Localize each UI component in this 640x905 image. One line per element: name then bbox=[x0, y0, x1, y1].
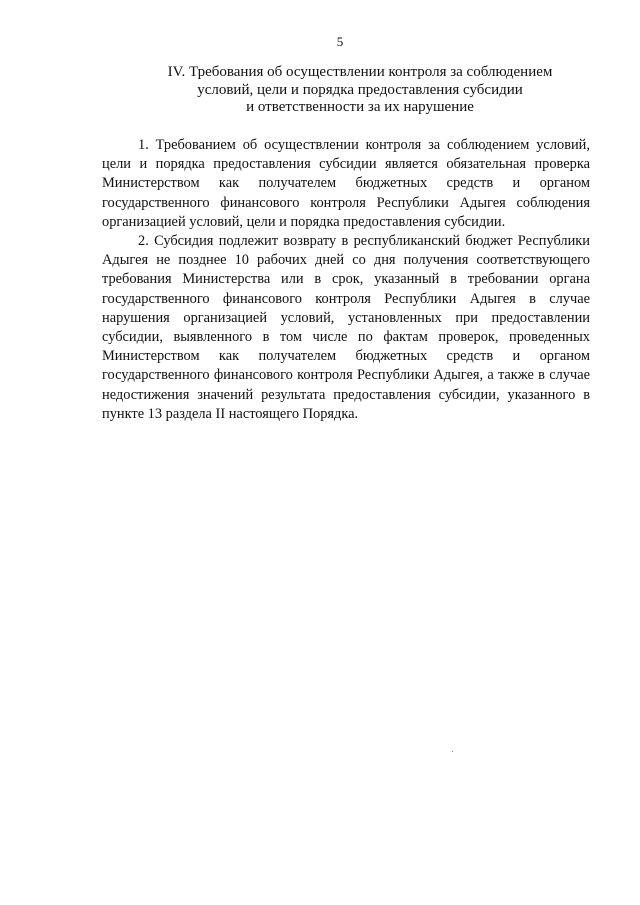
section-title-line-2: условий, цели и порядка предоставления субсидии bbox=[197, 81, 523, 98]
section-title bbox=[100, 64, 620, 117]
section-title-line-3: и ответственности за их нарушение bbox=[246, 99, 474, 115]
page-number: 5 bbox=[336, 34, 344, 49]
document-body bbox=[102, 136, 590, 424]
paragraph-1: 1. Требованием об осуществлении контроля за соблюдением условий, цели и порядка предоставления субсидии является обязательная проверка Министерством как получателем бюджетных средств и органом государственного финансового контроля Республики Адыгея соблюдения организацией условий, цели и порядка предоставления субсидии. bbox=[102, 137, 590, 230]
paragraph-2: 2. Субсидия подлежит возврату в республиканский бюджет Республики Адыгея не позднее 10 рабочих дней со дня получения соответствующего требования Министерства или в срок, указанный в требовании органа государственного финансового контроля Республики Адыгея в случае нарушения организацией условий, установленных при предоставлении субсидии, выявленного в том числе по фактам проверок, проведенных Министерством как получателем бюджетных средств и органом государственного финансового контроля Республики Адыгея, а также в случае недостижения значений результата предоставления субсидии, указанного в пункте 13 раздела II настоящего Порядка. bbox=[102, 233, 590, 422]
scan-artifact-dot bbox=[452, 751, 453, 752]
section-title-line-1: IV. Требования об осуществлении контроля за соблюдением bbox=[167, 64, 553, 80]
